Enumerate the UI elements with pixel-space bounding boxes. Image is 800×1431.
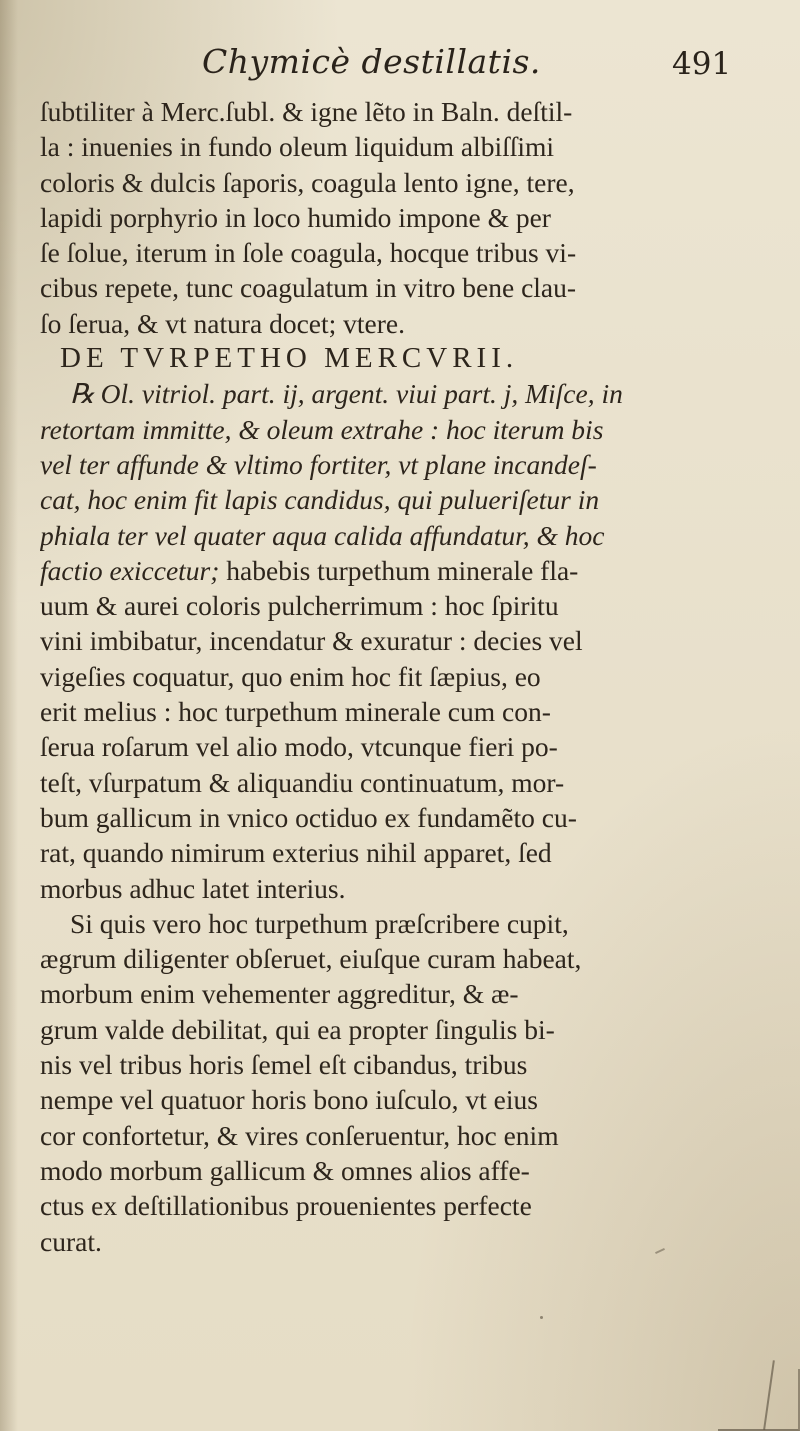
- text-line: morbus adhuc latet interius.: [40, 872, 346, 904]
- recipe-line: cat, hoc enim fit lapis candidus, qui pulueriſetur in: [40, 484, 600, 516]
- ink-dot: [540, 1316, 543, 1319]
- text-line: Si quis vero hoc turpethum præſcribere cupit,: [70, 907, 569, 939]
- text-line: cibus repete, tunc coagulatum in vitro bene clau-: [40, 272, 577, 304]
- page-number: 491: [672, 46, 732, 82]
- text-line: nempe vel quatuor horis bono iuſculo, vt eius: [40, 1084, 538, 1116]
- section-heading: DE TVRPETHO MERCVRII.: [60, 342, 519, 375]
- recipe-line: phiala ter vel quater aqua calida affundatur, & hoc: [40, 519, 605, 551]
- text-line: coloris & dulcis ſaporis, coagula lento igne, tere,: [40, 166, 575, 198]
- recipe-roman-part: habebis turpethum minerale fla-: [219, 554, 579, 586]
- text-line: bum gallicum in vnico octiduo ex fundamẽto cu-: [40, 801, 577, 833]
- text-line: nis vel tribus horis ſemel eſt cibandus, tribus: [40, 1049, 528, 1081]
- running-title: Chymicè destillatis.: [202, 42, 541, 81]
- text-line: ægrum diligenter obſeruet, eiuſque curam habeat,: [40, 943, 582, 975]
- recipe-mixed-line: [40, 553, 780, 588]
- text-line: curat.: [40, 1225, 102, 1257]
- text-line: ſerua roſarum vel alio modo, vtcunque fieri po-: [40, 731, 558, 763]
- text-line: vigeſies coquatur, quo enim hoc fit ſæpius, eo: [40, 660, 541, 692]
- text-line: grum valde debilitat, qui ea propter ſingulis bi-: [40, 1013, 555, 1045]
- recipe-line: [40, 376, 780, 411]
- text-line: erit melius : hoc turpethum minerale cum con-: [40, 696, 551, 728]
- text-line: rat, quando nimirum exterius nihil apparet, ſed: [40, 837, 552, 869]
- page-corner-edge: [718, 1369, 800, 1431]
- text-line: teſt, vſurpatum & aliquandiu continuatum, mor-: [40, 766, 565, 798]
- text-line: lapidi porphyrio in loco humido impone & per: [40, 201, 551, 233]
- text-line: uum & aurei coloris pulcherrimum : hoc ſpiritu: [40, 590, 559, 622]
- text-line: ſo ſerua, & vt natura docet; vtere.: [40, 307, 405, 339]
- recipe-sign: ℞: [70, 378, 95, 410]
- recipe-line: vel ter affunde & vltimo fortiter, vt plane incandeſ-: [40, 448, 597, 480]
- running-head: [0, 42, 800, 92]
- recipe-line: retortam immitte, & oleum extrahe : hoc iterum bis: [40, 413, 604, 445]
- text-line: cor confortetur, & vires conſeruentur, hoc enim: [40, 1119, 559, 1151]
- text-line: morbum enim vehementer aggreditur, & æ-: [40, 978, 519, 1010]
- page-gutter-shadow: [0, 0, 18, 1431]
- text-block: [40, 94, 780, 1259]
- text-line: ſe ſolue, iterum in ſole coagula, hocque tribus vi-: [40, 237, 577, 269]
- text-line: vini imbibatur, incendatur & exuratur : decies vel: [40, 625, 583, 657]
- text-line: ſubtiliter à Merc.ſubl. & igne lẽto in Baln. deſtil-: [40, 96, 573, 127]
- text-line: modo morbum gallicum & omnes alios affe-: [40, 1154, 530, 1186]
- text-line: la : inuenies in fundo oleum liquidum albiſſimi: [40, 131, 555, 163]
- recipe-text: Ol. vitriol. part. ij, argent. viui part. j, Miſce, in: [100, 378, 623, 410]
- text-line: ctus ex deſtillationibus prouenientes perfecte: [40, 1190, 532, 1222]
- recipe-italic-part: factio exiccetur;: [40, 554, 220, 586]
